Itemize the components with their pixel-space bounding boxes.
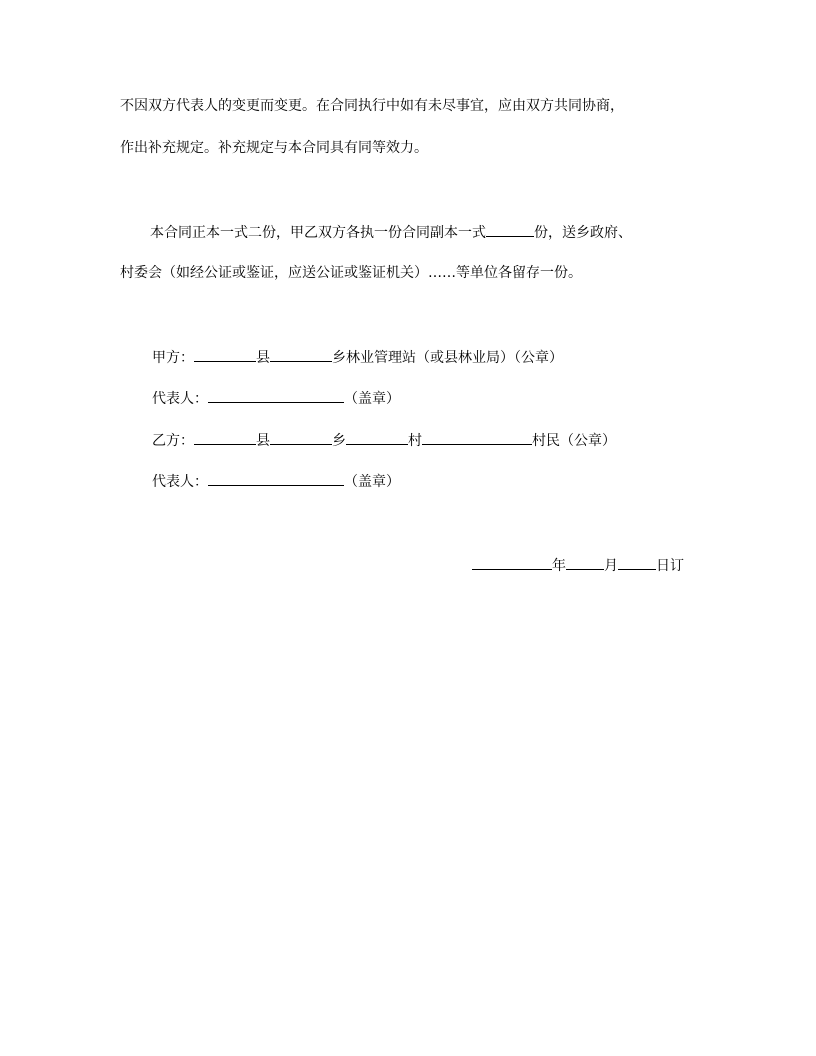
party-b-county-blank[interactable] xyxy=(194,429,256,445)
paragraph-2-part-c: 份，送乡政府、 xyxy=(534,225,632,241)
year-blank[interactable] xyxy=(472,554,552,570)
party-a-rep-seal: （盖章） xyxy=(344,391,400,407)
date-line xyxy=(472,554,684,576)
party-b-rep-label: 代表人： xyxy=(152,474,208,490)
party-b-villager-blank[interactable] xyxy=(422,429,532,445)
paragraph-2-line-2-text: 村委会（如经公证或鉴证，应送公证或鉴证机关）……等单位各留存一份。 xyxy=(120,265,582,281)
party-b-villager-text: 村民（公章） xyxy=(532,433,616,449)
party-b-rep-line xyxy=(152,470,400,492)
party-b-rep-blank[interactable] xyxy=(208,470,344,486)
paragraph-1-line-1-text: 不因双方代表人的变更而变更。在合同执行中如有未尽事宜，应由双方共同协商， xyxy=(120,98,624,114)
party-a-line xyxy=(152,346,563,368)
month-text: 月 xyxy=(604,558,618,574)
paragraph-2-line-2 xyxy=(120,263,582,283)
paragraph-1-line-2-text: 作出补充规定。补充规定与本合同具有同等效力。 xyxy=(120,140,428,156)
party-a-township-blank[interactable] xyxy=(270,346,332,362)
party-b-county-text: 县 xyxy=(256,433,270,449)
paragraph-2-part-a: 本合同正本一式二份，甲乙双方各执一份 xyxy=(150,225,402,241)
party-b-label: 乙方： xyxy=(152,433,194,449)
party-a-label: 甲方： xyxy=(152,350,194,366)
day-blank[interactable] xyxy=(618,554,656,570)
paragraph-2-part-b: 合同副本一式 xyxy=(402,225,486,241)
party-b-rep-seal: （盖章） xyxy=(344,474,400,490)
party-a-rep-blank[interactable] xyxy=(208,387,344,403)
party-a-station-text: 乡林业管理站（或县林业局）（公章） xyxy=(332,350,563,366)
party-a-county-text: 县 xyxy=(256,350,270,366)
party-b-line xyxy=(152,429,616,451)
year-text: 年 xyxy=(552,558,566,574)
party-b-township-text: 乡 xyxy=(332,433,346,449)
paragraph-2-line-1 xyxy=(150,221,632,243)
paragraph-1-line-1 xyxy=(120,96,624,116)
party-b-village-text: 村 xyxy=(408,433,422,449)
party-a-county-blank[interactable] xyxy=(194,346,256,362)
copies-count-blank[interactable] xyxy=(486,221,534,237)
party-b-township-blank[interactable] xyxy=(270,429,332,445)
day-text: 日订 xyxy=(656,558,684,574)
party-a-rep-line xyxy=(152,387,400,409)
paragraph-1-line-2 xyxy=(120,138,428,158)
month-blank[interactable] xyxy=(566,554,604,570)
party-b-village-blank[interactable] xyxy=(346,429,408,445)
party-a-rep-label: 代表人： xyxy=(152,391,208,407)
